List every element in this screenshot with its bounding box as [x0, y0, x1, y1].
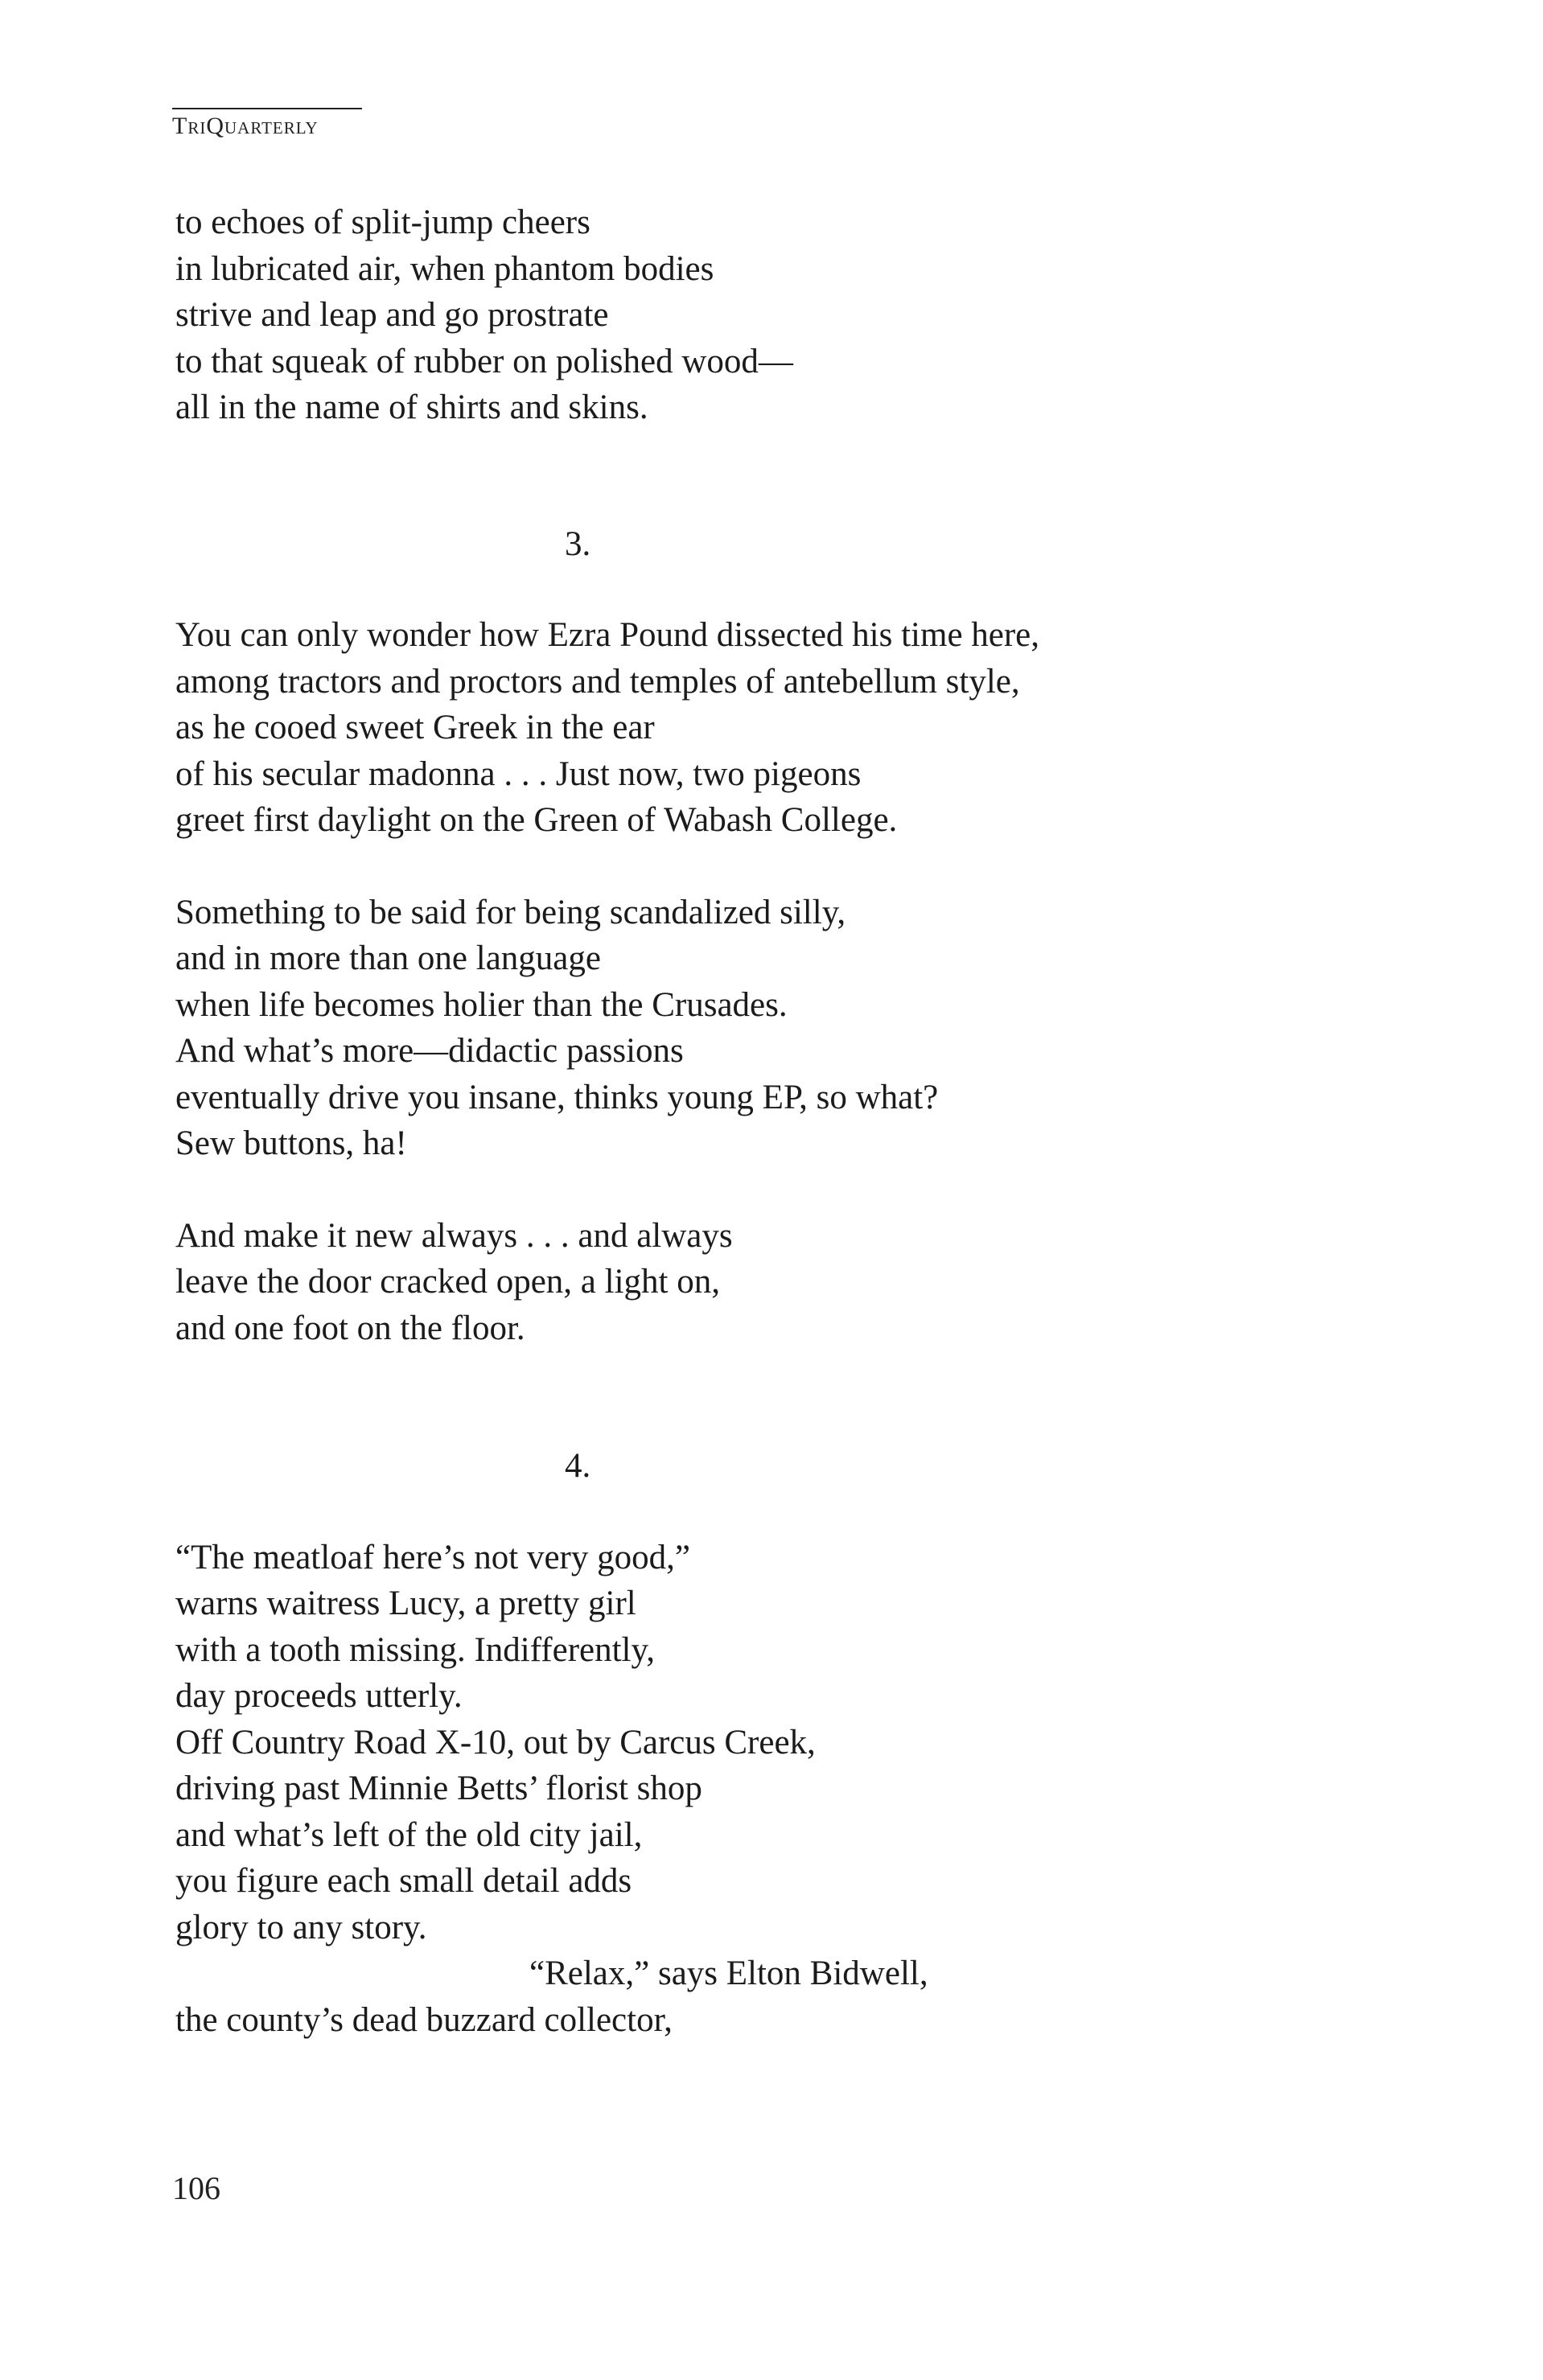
poem-line-indented: “Relax,” says Elton Bidwell,	[529, 1955, 928, 1992]
running-head-rule	[172, 108, 362, 109]
poem-line: day proceeds utterly.	[175, 1677, 463, 1715]
poem-line: leave the door cracked open, a light on,	[175, 1263, 720, 1301]
poem-line: Something to be said for being scandalized silly,	[175, 893, 846, 931]
section-number-4: 4.	[565, 1447, 591, 1485]
poem-line: You can only wonder how Ezra Pound dissected his time here,	[175, 616, 1040, 654]
poem-line: the county’s dead buzzard collector,	[175, 2000, 673, 2039]
poem-line: And make it new always . . . and always	[175, 1216, 733, 1255]
poem-line: driving past Minnie Betts’ florist shop	[175, 1770, 702, 1807]
poem-line: greet first daylight on the Green of Wabash College.	[175, 801, 898, 839]
section3-stanza-3	[175, 1213, 1382, 1352]
poem-line: glory to any story.	[175, 1908, 427, 1946]
stanza-gap	[175, 1167, 1382, 1213]
poem-line: to echoes of split-jump cheers	[175, 203, 590, 241]
poem-line: And what’s more—didactic passions	[175, 1032, 684, 1070]
stanza-intro	[175, 199, 1382, 431]
poem-line: warns waitress Lucy, a pretty girl	[175, 1585, 636, 1622]
poem-line: among tractors and proctors and temples of antebellum style,	[175, 662, 1020, 701]
poem-line: all in the name of shirts and skins.	[175, 388, 648, 426]
section3-stanza-1	[175, 612, 1382, 844]
poem-line: and what’s left of the old city jail,	[175, 1815, 643, 1854]
poem-line: with a tooth missing. Indifferently,	[175, 1630, 655, 1669]
poem-line: when life becomes holier than the Crusades.	[175, 985, 788, 1024]
poem-line: and one foot on the floor.	[175, 1309, 525, 1347]
section-number-3: 3.	[565, 524, 591, 563]
section3-stanza-2	[175, 890, 1382, 1167]
poem-line: strive and leap and go prostrate	[175, 296, 609, 334]
poem-line: “The meatloaf here’s not very good,”	[175, 1538, 690, 1576]
stanza-gap	[175, 844, 1382, 890]
poem-line: of his secular madonna . . . Just now, two pigeons	[175, 754, 862, 793]
poem-line: Off Country Road X-10, out by Carcus Creek,	[175, 1723, 816, 1761]
poem-line: in lubricated air, when phantom bodies	[175, 249, 714, 288]
poem-line: eventually drive you insane, thinks young EP, so what?	[175, 1078, 939, 1116]
page-number: 106	[172, 2170, 220, 2206]
poem-line: to that squeak of rubber on polished wood—	[175, 342, 793, 380]
poem-line: as he cooed sweet Greek in the ear	[175, 709, 655, 746]
running-head: TriQuarterly	[172, 113, 319, 139]
section4-stanza-1	[175, 1535, 1382, 2044]
poem-line: and in more than one language	[175, 939, 601, 977]
poem-line: Sew buttons, ha!	[175, 1124, 407, 1162]
poem-body	[175, 199, 1382, 2043]
poem-line: you figure each small detail adds	[175, 1862, 632, 1900]
